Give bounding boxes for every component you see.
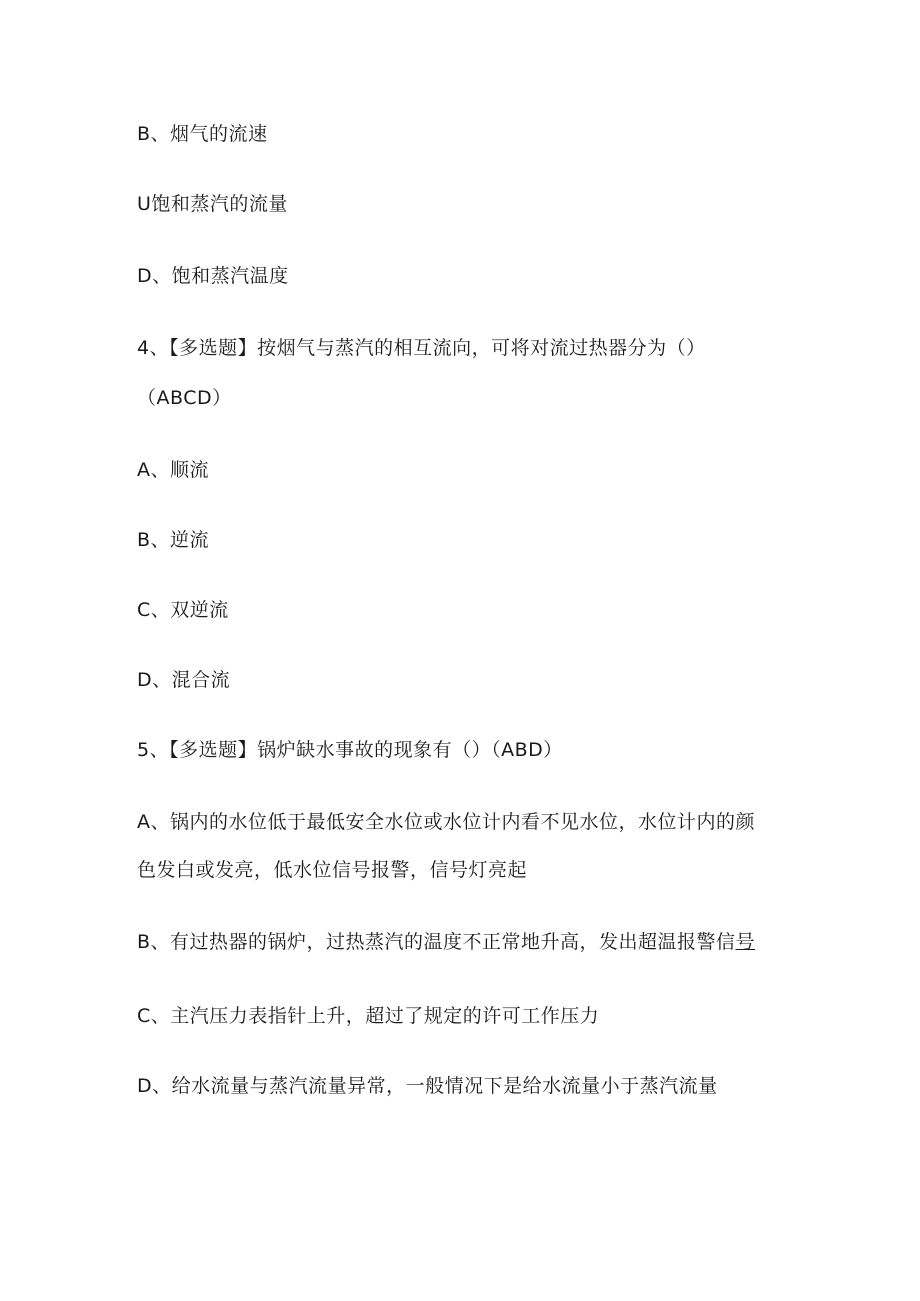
- q3-option-c: U饱和蒸汽的流量: [137, 193, 288, 215]
- q3-option-b: B、烟气的流速: [137, 123, 268, 145]
- q3-option-d: D、饱和蒸汽温度: [137, 265, 289, 287]
- q4-option-c: C、双逆流: [137, 599, 229, 621]
- q5-question: 5、【多选题】锅炉缺水事故的现象有（）（ABD）: [137, 739, 563, 761]
- q4-option-b: B、逆流: [137, 529, 210, 551]
- q5-option-b-text: B、有过热器的锅炉，过热蒸汽的温度不正常地升高，发出超温报警信: [137, 931, 736, 953]
- q5-option-b: [137, 930, 755, 954]
- q5-option-a-line2: 色发白或发亮，低水位信号报警，信号灯亮起: [137, 859, 528, 881]
- q4-option-a: A、顺流: [137, 459, 209, 481]
- q4-answer: （ABCD）: [137, 387, 232, 409]
- q5-option-c: C、主汽压力表指针上升，超过了规定的许可工作压力: [137, 1005, 600, 1027]
- q4-option-d: D、混合流: [137, 669, 231, 691]
- q5-option-a-line1: A、锅内的水位低于最低安全水位或水位计内看不见水位，水位计内的颜: [137, 811, 755, 833]
- q4-question: 4、【多选题】按烟气与蒸汽的相互流向，可将对流过热器分为（）: [137, 337, 706, 359]
- q5-option-d: D、给水流量与蒸汽流量异常，一般情况下是给水流量小于蒸汽流量: [137, 1075, 718, 1097]
- q5-option-b-tail: 号: [735, 931, 756, 953]
